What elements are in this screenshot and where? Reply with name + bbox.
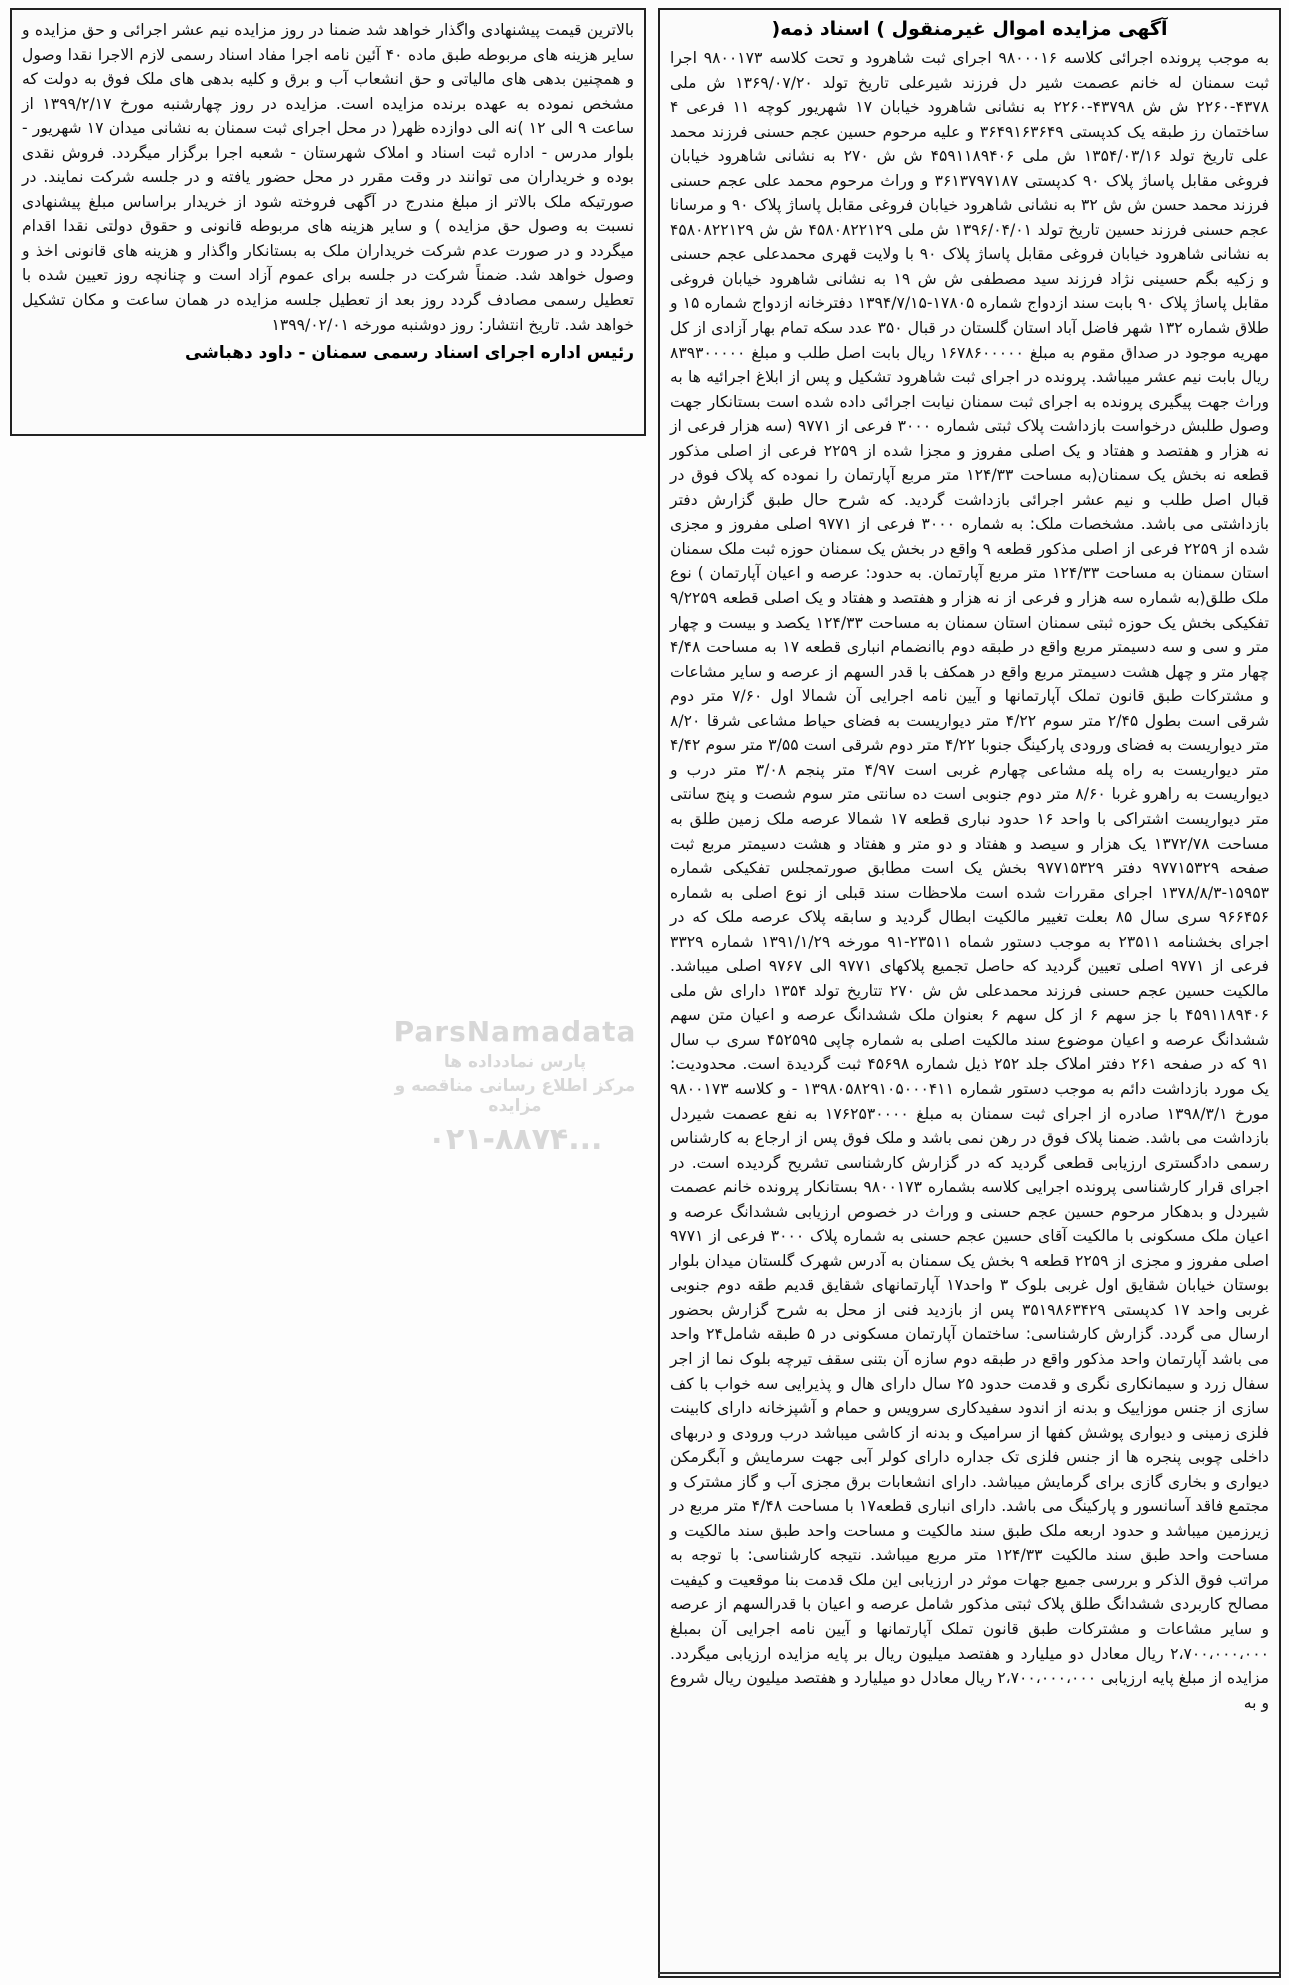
auction-notice-continuation (10, 8, 646, 436)
signature-line: رئیس اداره اجرای اسناد رسمی سمنان - داود دهباشی (184, 343, 634, 364)
watermark-logo: ParsNamadata (393, 1015, 637, 1048)
notice-body: به موجب پرونده اجرائی کلاسه ۹۸۰۰۰۱۶ اجرای ثبت شاهرود و تحت کلاسه ۹۸۰۰۱۷۳ اجرا ثبت سمنان له خانم عصمت شیر دل فرزند شیرعلی تاریخ تولد ۱۳۶۹/۰۷/۲۰ ش ملی ۴۳۷۸-۲۲۶۰ ش ش ۴۳۷۹۸-۲۲۶۰ به نشانی شاهرود خیابان ۱۷ شهریور کوچه ۱۱ فرعی ۴ ساختمان رز طبقه یک کدپستی ۳۶۴۹۱۶۳۶۴۹ و علیه مرحوم حسین عجم حسنی فرزند محمد علی تاریخ تولد ۱۳۵۴/۰۳/۱۶ ش ملی ۴۵۹۱۱۸۹۴۰۶ ش ش ۲۷۰ به نشانی شاهرود خیابان فروغی مقابل پاساژ پلاک ۹۰ کدپستی ۳۶۱۳۷۹۷۱۸۷ و وراث مرحوم محمد علی عجم حسنی فرزند محمد حسن ش ش ۳۲ به نشانی شاهرود خیابان فروغی مقابل پاساژ پلاک ۹۰ و مرسانا عجم حسنی فرزند حسین تاریخ تولد ۱۳۹۶/۰۴/۰۱ ش ملی ۴۵۸۰۸۲۲۱۲۹ ش ش ۴۵۸۰۸۲۲۱۲۹ به نشانی شاهرود خیابان فروغی مقابل پاساژ پلاک ۹۰ با ولایت قهری محمدعلی عجم حسنی و زکیه بگم حسینی نژاد فرزند سید مصطفی ش ش ۱۹ به نشانی شاهرود خیابان فروغی مقابل پاساژ پلاک ۹۰ بابت سند ازدواج شماره ۱۷۸۰۵-۱۳۹۴/۷/۱۵ دفترخانه ازدواج شماره ۱۵ و طلاق شماره ۱۳۲ شهر فاضل آباد استان گلستان در قبال ۳۵۰ عدد سکه تمام بهار آزادی از کل مهریه موجود در صداق مقوم به مبلغ ۱۶۷۸۶۰۰۰۰۰ ریال بابت اصل طلب و مبلغ ۸۳۹۳۰۰۰۰۰ ریال بابت نیم عشر میباشد. پرونده در اجرای ثبت شاهرود تشکیل و پس از ابلاغ اجرائیه ها به وراث جهت پیگیری پرونده به اجرای ثبت سمنان نیابت اجرائی داده شده است بستانکار جهت وصول طلبش درخواست بازداشت پلاک ثبتی شماره ۳۰۰۰ فرعی از ۹۷۷۱ (سه هزار فرعی از نه هزار و هفتصد و هفتاد و یک اصلی مفروز و مجزا شده از ۲۲۵۹ فرعی از اصلی مذکور قطعه نه بخش یک سمنان(به مساحت ۱۲۴/۳۳ متر مربع آپارتمان را نموده که پلاک فوق در قبال اصل طلب و نیم عشر اجرائی بازداشت گردید. که شرح حال طبق گزارش دفتر بازداشتی می باشد. مشخصات ملک: به شماره ۳۰۰۰ فرعی از ۹۷۷۱ اصلی مفروز و مجزی شده از ۲۲۵۹ فرعی از اصلی مذکور قطعه ۹ واقع در بخش یک سمنان حوزه ثبت ملک سمنان استان سمنان به مساحت ۱۲۴/۳۳ متر مربع آپارتمان. به حدود: عرصه و اعیان آپارتمان ) نوع ملک طلق(به شماره سه هزار و فرعی از نه هزار و هفتصد و هفتاد و یک اصلی قطعه ۹/۲۲۵۹ تفکیکی بخش یک حوزه ثبتی سمنان استان سمنان به مساحت ۱۲۴/۳۳ یکصد و بیست و چهار متر و سی و سه دسیمتر مربع واقع در طبقه دوم باانضمام انباری قطعه ۱۷ به مساحت ۴/۴۸ چهار متر و چهل هشت دسیمتر مربع واقع در همکف با قدر السهم از عرصه و سایر مشاعات و مشترکات طبق قانون تملک آپارتمانها و آیین نامه اجرایی آن شمالا اول ۷/۶۰ متر دوم شرقی است بطول ۲/۴۵ متر سوم ۴/۲۲ متر دیواریست به فضای حیاط مشاعی شرقا ۸/۲۰ متر دیواریست به فضای ورودی پارکینگ جنوبا ۴/۲۲ متر دوم شرقی است ۳/۵۵ متر سوم ۴/۴۲ متر دیواریست به راه پله مشاعی چهارم غربی است ۴/۹۷ متر پنجم ۳/۰۸ متر درب و دیواریست به راهرو غربا ۸/۶۰ متر دوم جنوبی است ده سانتی متر سوم شصت و پنج سانتی متر دیواریست اشتراکی با واحد ۱۶ حدود نباری قطعه ۱۷ شمالا عرصه ملک زمین طلق به مساحت ۱۳۷۲/۷۸ یک هزار و سیصد و هفتاد و دو متر و هفتاد و هشت دسیمتر مربع ثبت صفحه ۹۷۷۱۵۳۲۹ دفتر ۹۷۷۱۵۳۲۹ بخش یک است مطابق صورتمجلس تفکیکی شماره ۱۵۹۵۳-۱۳۷۸/۸/۳ اجرای مقررات شده است ملاحظات سند قبلی از نوع اصلی به شماره ۹۶۶۴۵۶ سری سال ۸۵ بعلت تغییر مالکیت ابطال گردید و سابقه پلاک عرصه ملک که در اجرای بخشنامه ۲۳۵۱۱ به موجب دستور شماه ۲۳۵۱۱-۹۱ مورخه ۱۳۹۱/۱/۲۹ شماره ۳۳۲۹ فرعی از ۹۷۷۱ اصلی تعیین گردید که حاصل تجمیع پلاکهای ۹۷۷۱ الی ۹۷۶۷ اصلی میباشد. مالکیت حسین عجم حسنی فرزند محمدعلی ش ش ۲۷۰ تتاریخ تولد ۱۳۵۴ دارای ش ملی ۴۵۹۱۱۸۹۴۰۶ با جز سهم ۶ از کل سهم ۶ بعنوان ملک ششدانگ عرصه و اعیان متن سهم ششدانگ عرصه و اعیان موضوع سند مالکیت اصلی به شماره چاپی ۴۵۲۵۹۵ سری ب سال ۹۱ که در صفحه ۲۶۱ دفتر املاک جلد ۲۵۲ ذیل شماره ۴۵۶۹۸ ثبت گردیدة است. محدودیت: یک مورد بازداشت دائم به موجب دستور شماره ۱۳۹۸۰۵۸۲۹۱۰۵۰۰۰۴۱۱ - و کلاسه ۹۸۰۰۱۷۳ مورخ ۱۳۹۸/۳/۱ صادره از اجرای ثبت سمنان به مبلغ ۱۷۶۲۵۳۰۰۰۰ به نفع عصمت شیردل بازداشت می باشد. ضمنا پلاک فوق در رهن نمی باشد و ملک فوق پس از ارجاع به کارشناس رسمی دادگستری ارزیابی قطعی گردید که در گزارش کارشناسی تشریح گردیده است. در اجرای قرار کارشناسی پرونده اجرایی کلاسه بشماره ۹۸۰۰۱۷۳ بستانکار پرونده خانم عصمت شیردل و بدهکار مرحوم حسین عجم حسنی و وراث در خصوص ارزیابی ششدانگ عرصه و اعیان ملک مسکونی با مالکیت آقای حسین عجم حسنی به شماره پلاک ۳۰۰۰ فرعی از ۹۷۷۱ اصلی مفروز و مجزی از ۲۲۵۹ قطعه ۹ بخش یک سمنان به آدرس شهرک گلستان میدان بلوار بوستان خیابان شقایق اول غربی بلوک ۳ واحد۱۷ آپارتمانهای شقایق قدیم طقه دوم جنوبی غربی واحد ۱۷ کدپستی ۳۵۱۹۸۶۳۴۲۹ پس از بازدید فنی از محل به شرح گزارش بحضور ارسال می گردد. گزارش کارشناسی: ساختمان آپارتمان مسکونی در ۵ طبقه شامل۲۴ واحد می باشد آپارتمان واحد مذکور واقع در طبقه دوم سازه آن بتنی سقف تیرچه بلوک نما از اجر سفال زرد و سیمانکاری نگری و قدمت حدود ۲۵ سال دارای هال و پذیرایی سه خواب با کف سازی از جنس موزاییک و بدنه از اندود سفیدکاری سرویس و حمام و آشپزخانه دارای کابینت فلزی زمینی و دیواری پوشش کفها از سرامیک و بدنه از کاشی میباشد درب ورودی و دربهای داخلی چوبی پنجره ها از جنس فلزی تک جداره دارای کولر آبی جهت سرمایش و آبگرمکن دیواری و بخاری گازی برای گرمایش میباشد. دارای انشعابات برق مجزی آب و گاز مشترک و مجتمع فاقد آسانسور و پارکینگ می باشد. دارای انباری قطعه۱۷ با مساحت ۴/۴۸ متر مربع در زیرزمین میباشد و حدود اربعه ملک طبق سند مالکیت و مساحت واحد طبق سند مالکیت و مساحت واحد طبق سند مالکیت ۱۲۴/۳۳ متر مربع میباشد. نتیجه کارشناسی: با توجه به مراتب فوق الذکر و بررسی جمیع جهات موثر در ارزیابی این ملک قدمت بنا موقعیت و کیفیت مصالح کاربردی ششدانگ طلق پلاک ثبتی مذکور شامل عرصه و اعیان با قدرالسهم از عرصه و سایر مشاعات و مشترکات طبق قانون تملک آپارتمانها و آیین نامه اجرایی آن بمبلغ ۲،۷۰۰،۰۰۰،۰۰۰ ریال معادل دو میلیارد و هفتصد میلیون ریال بر پایه مزایده ارزیابی میگردد. مزایده از مبلغ پایه ارزیابی ۲،۷۰۰،۰۰۰،۰۰۰ ریال معادل دو میلیارد و هفتصد میلیون ریال شروع و به (670, 49, 1270, 1712)
watermark-line-1: پارس نمادداده ها (443, 1052, 587, 1072)
continuation-body: بالاترین قیمت پیشنهادی واگذار خواهد شد ضمنا در روز مزایده نیم عشر اجرائی و حق مزایده و سایر هزینه های مربوطه طبق ماده ۴۰ آئین نامه اجرا مفاد اسناد رسمی لازم الاجرا نقدا وصول و همچنین بدهی های مالیاتی و حق انشعاب آب و برق و کلیه بدهی های ملک فوق به دولت که مشخص نموده به عهده برنده مزایده است. مزایده در روز چهارشنبه مورخ ۱۳۹۹/۲/۱۷ از ساعت ۹ الی ۱۲ )نه الی دوازده ظهر( در محل اجرای ثبت سمنان به نشانی میدان ۱۷ شهریور - بلوار مدرس - اداره ثبت اسناد و املاک شهرستان - شعبه اجرا برگزار میگردد. فروش نقدی بوده و خریداران می توانند در وقت مقرر در محل حضور یافته و در جلسه شرکت نمایند. در صورتیکه ملک بالاتر از مبلغ مندرج در آگهی فروخته شود از خریدار براساس مبلغ پیشنهادی نسبت به وصول حق مزایده ) و سایر هزینه های مربوطه قانونی و حقوق دولتی نقدا اقدام میگردد و در صورت عدم شرکت خریداران ملک به بستانکار واگذار و هزینه های قانونی اخذ و وصول خواهد شد. ضمناً شرکت در جلسه برای عموم آزاد است و چنانچه روز تعیین شده با تعطیل رسمی مصادف گردد روز بعد از تعطیل جلسه مزایده در همان ساعت و مکان تشکیل خواهد شد. تاریخ انتشار: روز دوشنبه مورخه ۱۳۹۹/۰۲/۰۱ (22, 21, 634, 334)
notice-title: آگهی مزایده اموال غیرمنقول ) اسناد ذمه( (771, 18, 1168, 40)
bottom-divider (658, 1972, 1281, 1984)
auction-notice-main-column (658, 8, 1281, 1978)
watermark-phone: ۰۲۱-۸۸۷۴... (427, 1122, 603, 1157)
watermark (375, 1015, 655, 1157)
watermark-line-2: مرکز اطلاع رسانی مناقصه و مزایده (394, 1076, 636, 1116)
